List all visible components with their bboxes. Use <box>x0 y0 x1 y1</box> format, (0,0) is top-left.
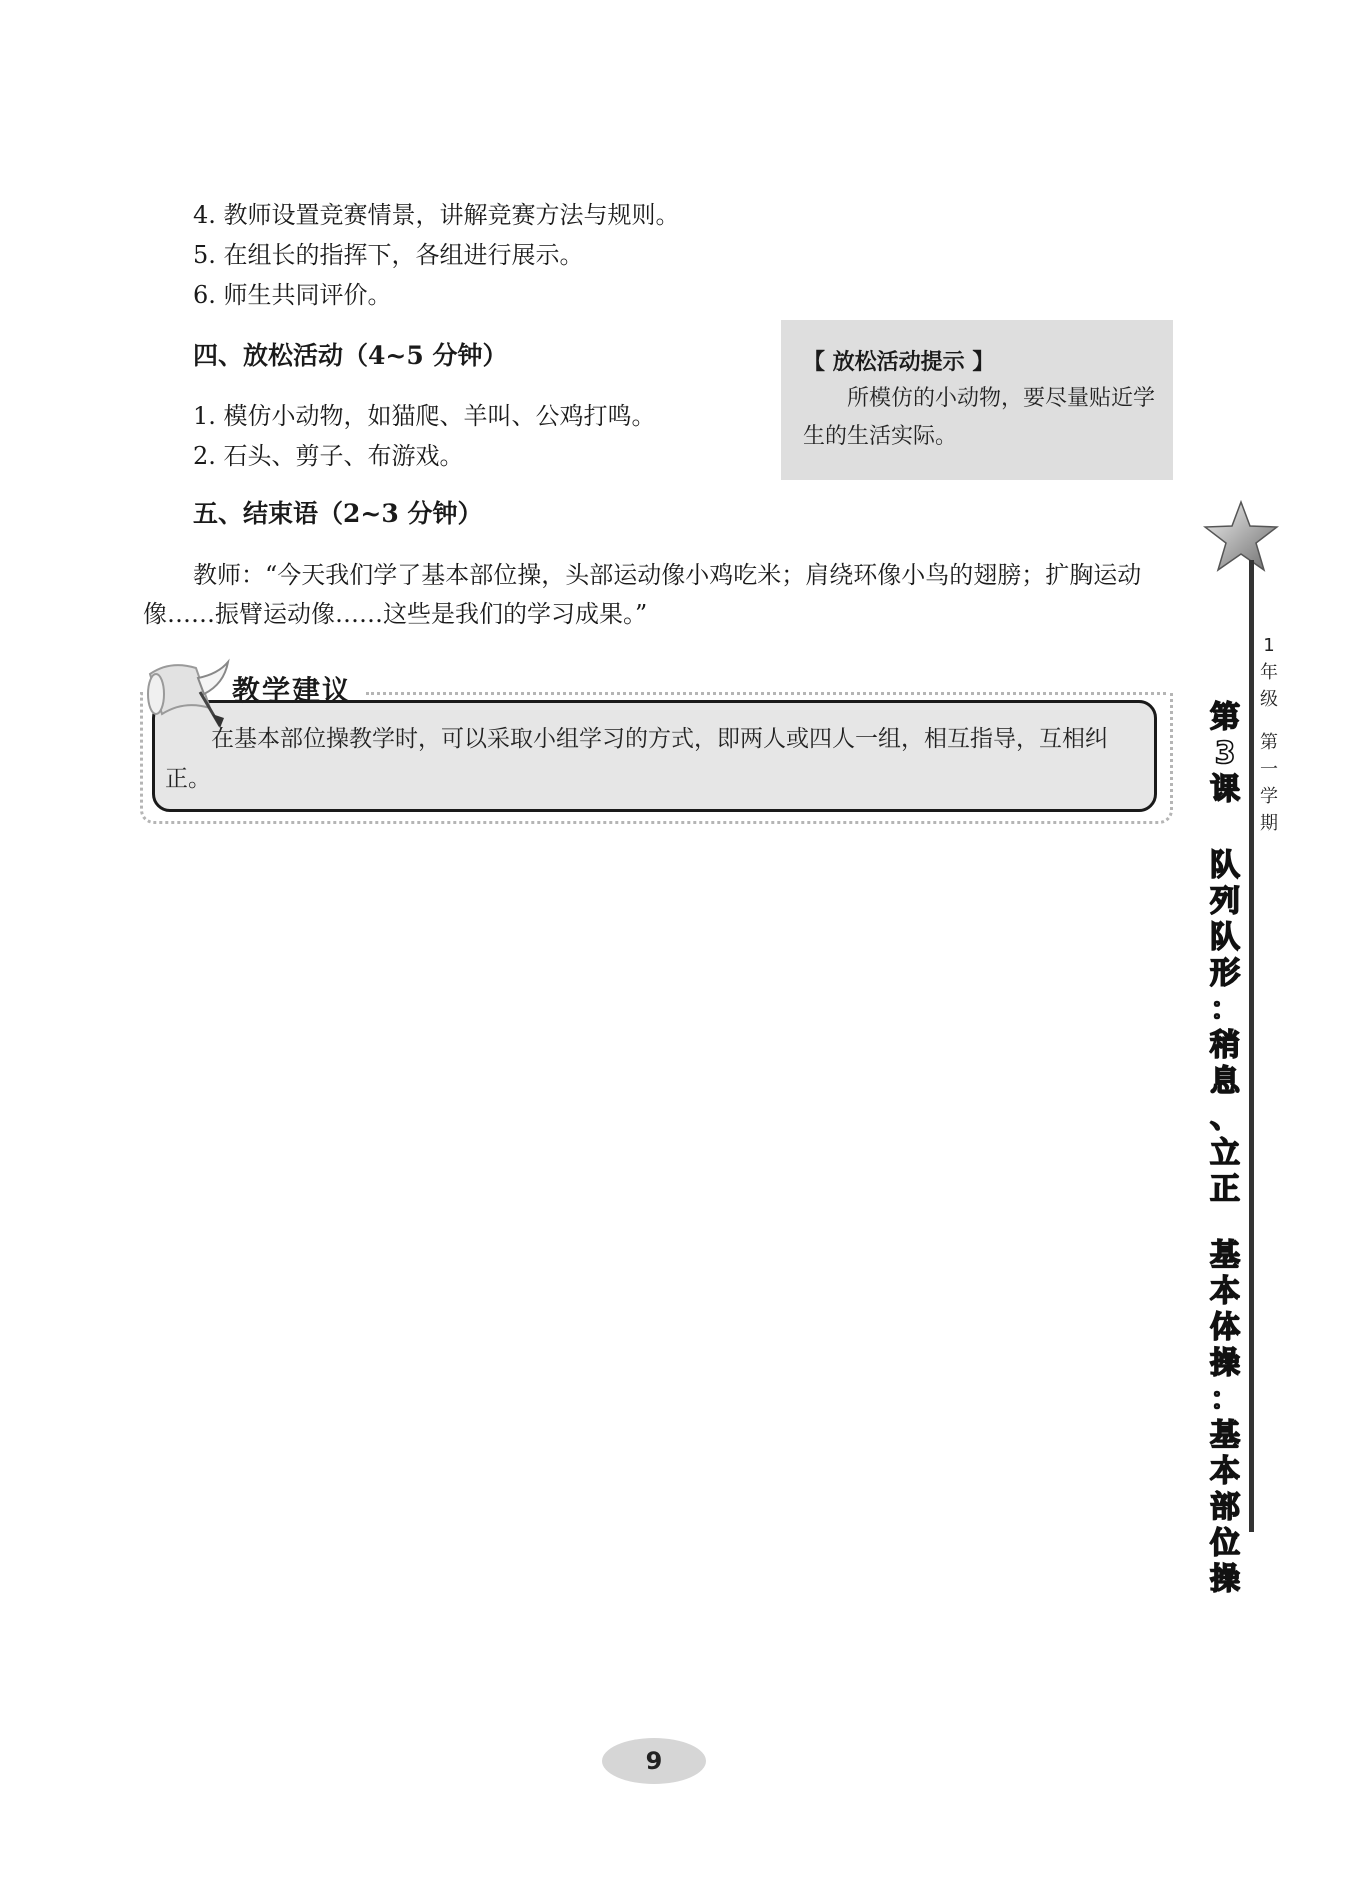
lesson-char: ： <box>1210 1382 1240 1417</box>
lesson-char: 本 <box>1210 1454 1240 1489</box>
grade-char: 级 <box>1260 689 1278 710</box>
page-number: 9 <box>602 1738 706 1784</box>
lesson-char: 部 <box>1210 1490 1240 1525</box>
lesson-char: ： <box>1210 992 1240 1027</box>
lesson-char: 、 <box>1210 1100 1240 1135</box>
lesson-char: 息 <box>1210 1064 1240 1099</box>
lesson-char: 形 <box>1210 956 1240 991</box>
lesson-char: 队 <box>1210 920 1240 955</box>
relax-tip-box <box>781 320 1173 480</box>
relax-tip-title: 【 放松活动提示 】 <box>803 350 995 375</box>
advice-box <box>152 700 1157 812</box>
lesson-char: 队 <box>1210 848 1240 883</box>
lesson-char: 本 <box>1210 1274 1240 1309</box>
lesson-char: 课 <box>1210 772 1240 807</box>
grade-char: 1 <box>1263 635 1275 656</box>
lesson-char: 操 <box>1210 1562 1240 1597</box>
lesson-char: 立 <box>1210 1136 1240 1171</box>
star-icon <box>1203 500 1279 572</box>
relax-tip-text: 所模仿的小动物，要尽量贴近学生的生活实际。 <box>803 386 1156 449</box>
sidebar-rule <box>1249 560 1254 1532</box>
lesson-char: 第 <box>1210 700 1240 735</box>
section-4-heading: 四、放松活动（4~5 分钟） <box>193 341 508 370</box>
lesson-title-vertical <box>1205 700 1245 1598</box>
grade-char: 第 <box>1260 732 1278 753</box>
lesson-char: 基 <box>1210 1418 1240 1453</box>
step-5: 5. 在组长的指挥下，各组进行展示。 <box>193 241 584 269</box>
scroll-feather-icon <box>140 654 236 734</box>
section-4-item-2: 2. 石头、剪子、布游戏。 <box>193 442 464 470</box>
lesson-char: 正 <box>1210 1172 1240 1207</box>
lesson-char: 位 <box>1210 1526 1240 1561</box>
lesson-char: 列 <box>1210 884 1240 919</box>
section-5-heading: 五、结束语（2~3 分钟） <box>193 499 483 528</box>
grade-char: 学 <box>1260 786 1278 807</box>
lesson-char: 基 <box>1210 1238 1240 1273</box>
lesson-char: 稍 <box>1210 1028 1240 1063</box>
step-6: 6. 师生共同评价。 <box>193 281 392 309</box>
lesson-char: 操 <box>1210 1346 1240 1381</box>
grade-char: 年 <box>1260 662 1278 683</box>
advice-title: 教学建议 <box>232 674 353 707</box>
lesson-char: 体 <box>1210 1310 1240 1345</box>
closing-paragraph: 教师：“今天我们学了基本部位操，头部运动像小鸡吃米；肩绕环像小鸟的翅膀；扩胸运动像……振臂运动像……这些是我们的学习成果。” <box>143 561 1142 628</box>
grade-char: 期 <box>1260 813 1278 834</box>
advice-box-dotted-rule <box>366 692 1166 695</box>
advice-text: 在基本部位操教学时，可以采取小组学习的方式，即两人或四人一组，相互指导，互相纠正。 <box>165 726 1108 792</box>
grade-char: 一 <box>1260 759 1278 780</box>
section-4-item-1: 1. 模仿小动物，如猫爬、羊叫、公鸡打鸣。 <box>193 402 656 430</box>
step-4: 4. 教师设置竞赛情景，讲解竞赛方法与规则。 <box>193 201 680 229</box>
grade-semester-label <box>1255 632 1283 837</box>
lesson-char: 3 <box>1214 736 1236 771</box>
